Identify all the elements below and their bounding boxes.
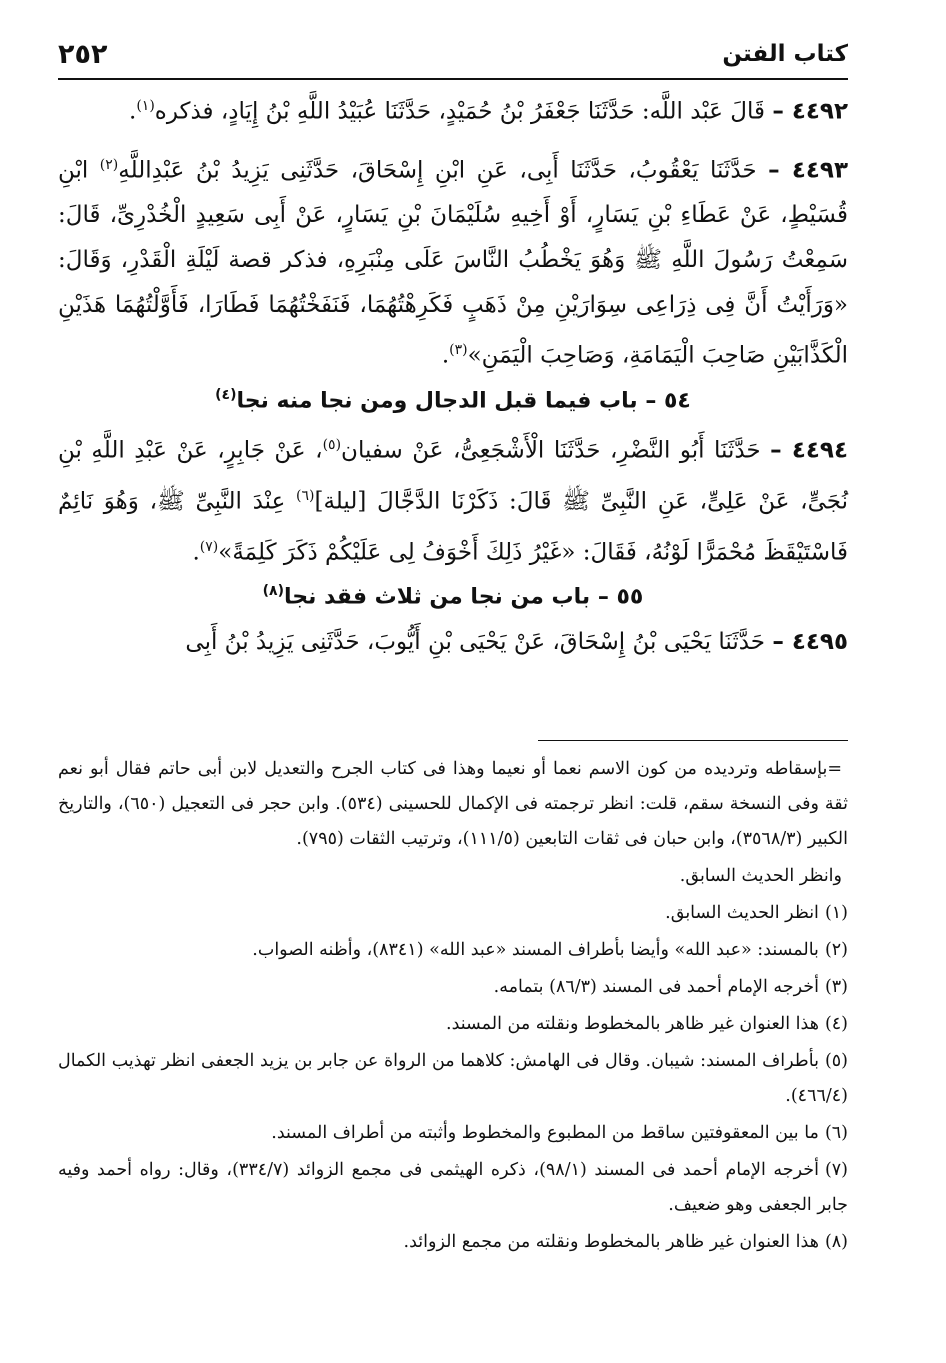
hadith-text-3: عِنْدَ النَّبِىِّ ﷺ، وَهُوَ نَائِمٌ فَاسْتَيْقَظَ مُحْمَرًّا لَوْنُهُ، فَقَالَ: «غَيْرُ ذَلِكَ أَخْوَفُ لِى عَلَيْكُمْ ذَكَرَ كَلِمَةً»	[58, 488, 848, 566]
footnote-text: انظر الحديث السابق.	[665, 903, 819, 923]
footnote-text: بالمسند: «عبد الله» وأيضا بأطراف المسند «عبد الله» (٨٣٤١)، وأظنه الصواب.	[252, 940, 819, 960]
footnote-text: أخرجه الإمام أحمد فى المسند (٨٦/٣) بتمامه.	[493, 977, 819, 997]
footnote-text: ما بين المعقوفتين ساقط من المطبوع والمخطوط وأثبته من أطراف المسند.	[271, 1123, 819, 1143]
hadith-text: حَدَّثَنَا يَعْقُوبُ، حَدَّثَنَا أَبِى، عَنِ ابْنِ إِسْحَاقَ، حَدَّثَنِى يَزِيدُ بْنُ عَبْدِاللَّهِ	[118, 157, 757, 184]
footnote-divider	[538, 740, 848, 741]
hadith-number: ٤٤٩٥ –	[772, 628, 848, 655]
hadith-text-cont: ابْنِ قُسَيْطٍ، عَنْ عَطَاءِ بْنِ يَسَارٍ، أَوْ أَخِيهِ سُلَيْمَانَ بْنِ يَسَارٍ، عَنْ أَبِى سَعِيدٍ الْخُدْرِىِّ، قَالَ: سَمِعْتُ رَسُولَ اللَّهِ ﷺ وَهُوَ يَخْطُبُ النَّاسَ عَلَى مِنْبَرِهِ، فذكر قصة لَيْلَةِ الْقَدْرِ، وَقَالَ: «وَرَأَيْتُ أَنَّ فِى ذِرَاعِى سِوَارَيْنِ مِنْ ذَهَبٍ فَكَرِهْتُهُمَا، فَنَفَخْتُهُمَا فَطَارَا، فَأَوَّلْتُهُمَا هَذَيْنِ الْكَذَّابَيْنِ صَاحِبَ الْيَمَامَةِ، وَصَاحِبَ الْيَمَنِ»	[58, 157, 848, 369]
hadith-4495	[58, 620, 848, 665]
hadith-text: حَدَّثَنَا يَحْيَى بْنُ إِسْحَاقَ، عَنْ يَحْيَى بْنِ أَيُّوبَ، حَدَّثَنِى يَزِيدُ بْنُ أَبِى	[185, 628, 766, 655]
hadith-number: ٤٤٩٢ –	[772, 98, 848, 125]
footnote-label: (٤)	[824, 1014, 848, 1034]
footnote-ref: (٣)	[449, 342, 468, 359]
footnote-text: هذا العنوان غير ظاهر بالمخطوط ونقلته من المسند.	[446, 1014, 819, 1034]
hadith-4492	[58, 84, 848, 135]
footnote-ref: (٢)	[99, 156, 119, 173]
footnote-item	[58, 859, 848, 894]
footnote-ref: (٧)	[199, 538, 219, 555]
footnote-ref: (١)	[136, 98, 155, 114]
footnote-ref: (٨)	[262, 583, 284, 600]
footnote-label: (٧)	[824, 1160, 848, 1180]
footnote-label: (١)	[824, 903, 848, 923]
footnote-item	[58, 1007, 848, 1042]
hadith-text: حَدَّثَنَا أَبُو النَّضْرِ، حَدَّثَنَا الْأَشْجَعِىُّ، عَنْ سفيان	[341, 437, 761, 464]
footnote-label: (٥)	[824, 1051, 848, 1071]
hadith-number: ٤٤٩٤ –	[770, 437, 849, 464]
footnote-item	[58, 752, 848, 857]
header-divider	[58, 78, 848, 80]
chapter-title: ٥٤ – باب فيما قبل الدجال ومن نجا منه نجا	[236, 388, 691, 414]
footnote-label: (٨)	[824, 1232, 848, 1252]
footnote-text: أخرجه الإمام أحمد فى المسند (٩٨/١)، ذكره الهيثمى فى مجمع الزوائد (٣٣٤/٧)، وقال: رواه أحمد وفيه جابر الجعفى وهو ضعيف.	[58, 1160, 848, 1215]
footnote-text: =بإسقاطه وترديده من كون الاسم نعما أو نعيما وهذا فى كتاب الجرح والتعديل لابن أبى حاتم فقال أبو نعم ثقة وفى النسخة سقم، قلت: انظر ترجمته فى الإكمال للحسينى (٥٣٤). وابن حجر فى التعجيل (٦٥٠)، والتاريخ الكبير (٣٥٦٨/٣)، وابن حبان فى ثقات التابعين (١١١/٥)، وترتيب الثقات (٧٩٥).	[58, 759, 848, 849]
hadith-4494: ٤٤٩٤ – حَدَّثَنَا أَبُو النَّضْرِ، حَدَّثَنَا الْأَشْجَعِىُّ، عَنْ سفيان$^{(٥)}$، عَنْ جَابِرٍ، عَنْ عَبْدِ اللَّهِ بْنِ نُجَىٍّ، عَنْ عَلِىٍّ، عَنِ النَّبِىِّ ﷺ قَالَ: ذَكَرْنَا الدَّجَّالَ [ليلة]$^{(٦)}$ عِنْدَ النَّبِىِّ ﷺ، وَهُوَ نَائِمٌ فَاسْتَيْقَظَ مُحْمَرًّا لَوْنُهُ، فَقَالَ: «غَيْرُ ذَلِكَ أَخْوَفُ لِى عَلَيْكُمْ ذَكَرَ كَلِمَةً»$^{(٧)}$.	[58, 437, 849, 566]
book-page	[58, 26, 848, 1346]
footnote-label: (٢)	[824, 940, 848, 960]
running-title: كتاب الفتن	[722, 41, 848, 67]
hadith-text-2: ، عَنْ جَابِرٍ، عَنْ عَبْدِ اللَّهِ بْنِ نُجَىٍّ، عَنْ عَلِىٍّ، عَنِ النَّبِىِّ ﷺ قَالَ: ذَكَرْنَا الدَّجَّالَ [ليلة]	[58, 437, 848, 515]
footnote-label: (٦)	[824, 1123, 848, 1143]
footnote-item	[58, 970, 848, 1005]
hadith-tail: .	[129, 98, 137, 125]
footnote-item	[58, 896, 848, 931]
main-text	[58, 84, 848, 673]
footnote-item	[58, 933, 848, 968]
footnote-text: هذا العنوان غير ظاهر بالمخطوط ونقلته من مجمع الزوائد.	[403, 1232, 819, 1252]
hadith-number: ٤٤٩٣ –	[768, 157, 848, 184]
footnote-item	[58, 1116, 848, 1151]
footnote-ref: (٦)	[296, 487, 315, 504]
footnote-ref: (٤)	[215, 386, 237, 403]
footnote-text: بأطراف المسند: شيبان. وقال فى الهامش: كلاهما من الرواة عن جابر بن يزيد الجعفى انظر تهذيب الكمال (٤٦٦/٤).	[58, 1051, 848, 1106]
footnote-item	[58, 1153, 848, 1223]
chapter-heading-55	[58, 583, 848, 609]
footnote-item	[58, 1225, 848, 1260]
chapter-title: ٥٥ – باب من نجا من ثلاث فقد نجا	[283, 584, 644, 610]
footnote-item	[58, 1044, 848, 1114]
page-header	[58, 34, 848, 74]
footnote-label: (٣)	[824, 977, 848, 997]
hadith-4493: ٤٤٩٣ – حَدَّثَنَا يَعْقُوبُ، حَدَّثَنَا أَبِى، عَنِ ابْنِ إِسْحَاقَ، حَدَّثَنِى يَزِيدُ بْنُ عَبْدِاللَّهِ$^{(٢)}$ ابْنِ قُسَيْطٍ، عَنْ عَطَاءِ بْنِ يَسَارٍ، أَوْ أَخِيهِ سُلَيْمَانَ بْنِ يَسَارٍ، عَنْ أَبِى سَعِيدٍ الْخُدْرِىِّ، قَالَ: سَمِعْتُ رَسُولَ اللَّهِ ﷺ وَهُوَ يَخْطُبُ النَّاسَ عَلَى مِنْبَرِهِ، فذكر قصة لَيْلَةِ الْقَدْرِ، وَقَالَ: «وَرَأَيْتُ أَنَّ فِى ذِرَاعِى سِوَارَيْنِ مِنْ ذَهَبٍ فَكَرِهْتُهُمَا، فَنَفَخْتُهُمَا فَطَارَا، فَأَوَّلْتُهُمَا هَذَيْنِ الْكَذَّابَيْنِ صَاحِبَ الْيَمَامَةِ، وَصَاحِبَ الْيَمَنِ»$^{(٣)}$.	[58, 156, 848, 369]
footnote-ref: (٥)	[322, 437, 342, 454]
footnote-text: وانظر الحديث السابق.	[679, 866, 842, 886]
footnotes	[58, 752, 848, 1262]
hadith-text: قَالَ عَبْد اللَّه: حَدَّثَنَا جَعْفَرُ بْنُ حُمَيْدٍ، حَدَّثَنَا عُبَيْدُ اللَّهِ بْنُ إِيَادٍ، فذكره	[154, 98, 766, 125]
chapter-heading-54	[58, 387, 848, 413]
page-number: ٢٥٢	[58, 38, 108, 70]
